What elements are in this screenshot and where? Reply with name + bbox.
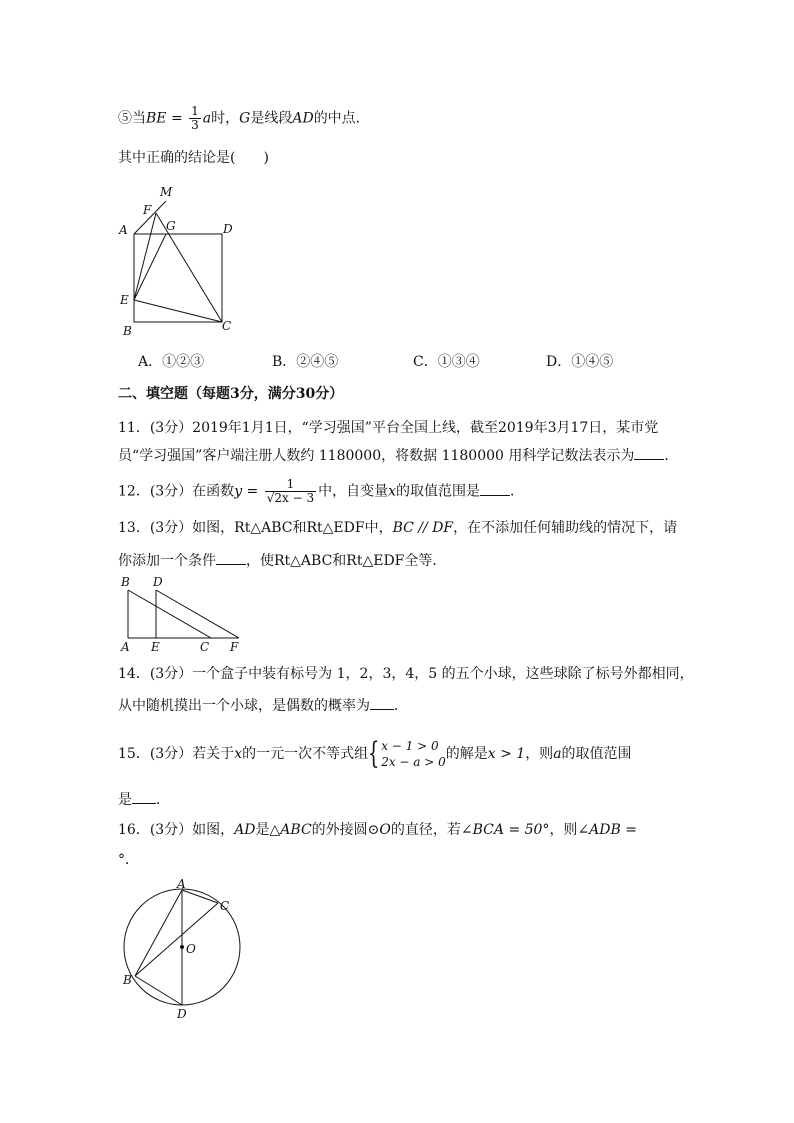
frac-num: 1 <box>191 104 199 118</box>
q16-mid2: 的外接圆 <box>311 822 368 838</box>
center-dot <box>180 945 184 949</box>
q15-mid: 的一元一次不等式组 <box>242 746 369 762</box>
frac-den: 3 <box>191 118 199 132</box>
item5-suffix: 的中点． <box>313 110 370 127</box>
answer-blank-q12[interactable] <box>480 481 510 496</box>
label-a: A <box>119 223 128 237</box>
q15-mid3: ，则 <box>525 746 554 762</box>
q12-line <box>118 478 524 505</box>
figure-square-abcd <box>112 180 242 340</box>
answer-blank-q14[interactable] <box>370 695 394 710</box>
seg-e-c <box>134 300 222 322</box>
seg-d-f <box>156 590 239 638</box>
q11-line2-text: 员“学习强国”客户端注册人数约 1180000，将数据 1180000 用科学记数法表示为 <box>118 448 635 464</box>
q15-line1 <box>118 734 632 774</box>
fraction-one-third <box>189 105 201 132</box>
q16-prefix: 16．(3分）如图， <box>118 822 235 838</box>
ad-var: AD <box>292 110 314 127</box>
brace-icon: { <box>367 736 380 771</box>
q16-mid3: 的直径，若 <box>390 822 461 838</box>
label-g: G <box>166 219 176 233</box>
q15-prefix: 15．(3分）若关于 <box>118 746 235 762</box>
option-a[interactable]: A．①②③ <box>138 354 205 370</box>
label-m: M <box>160 185 173 199</box>
label-c2: C <box>200 640 210 654</box>
q16-line1 <box>118 820 637 840</box>
q12-fraction <box>265 478 316 505</box>
figure-two-triangles <box>112 574 252 654</box>
q16-ad: AD <box>234 822 256 838</box>
label-o3: O <box>186 942 196 956</box>
q13-prefix: 13．(3分）如图，Rt△ABC和Rt△EDF中， <box>118 520 393 536</box>
answer-blank-q15[interactable] <box>132 789 156 804</box>
option-b[interactable]: B．②④⑤ <box>272 354 339 370</box>
q13-line2-suffix: ，使Rt△ABC和Rt△EDF全等． <box>246 553 447 569</box>
q12-prefix: 12．(3分）在函数 <box>118 483 235 500</box>
label-e: E <box>120 293 129 307</box>
answer-blank-q13[interactable] <box>216 550 246 565</box>
q14-end: ． <box>394 698 408 714</box>
label-b: B <box>123 324 132 338</box>
q12-equals: = <box>242 483 263 500</box>
item5-prefix: ⑤当 <box>118 110 146 127</box>
q12-end: ． <box>510 483 525 500</box>
q13-line2-prefix: 你添加一个条件 <box>118 553 216 569</box>
label-f2: F <box>230 640 239 654</box>
label-b2: B <box>121 575 130 589</box>
q15-line2-text: 是 <box>118 792 132 808</box>
label-d3: D <box>177 1007 187 1021</box>
label-b3: B <box>123 973 132 987</box>
a-var: a <box>202 110 212 127</box>
q15-solution: x > 1 <box>487 746 526 762</box>
inequality-1: x − 1 > 0 <box>381 739 439 753</box>
label-c: C <box>222 319 232 333</box>
seg-f-e <box>134 213 156 300</box>
label-a2: A <box>121 640 130 654</box>
q14-line1: 14．(3分）一个盒子中装有标号为 1，2，3，4，5 的五个小球，这些球除了标号外都相同， <box>118 666 694 682</box>
label-c3: C <box>220 899 230 913</box>
q16-circle: ⊙O <box>367 822 391 838</box>
q13-line2 <box>118 550 446 571</box>
y-var: y <box>234 483 243 500</box>
equals: = <box>166 110 188 127</box>
seg-b-c3 <box>135 903 218 976</box>
q13-suffix: ，在不添加任何辅助线的情况下，请 <box>453 520 678 536</box>
item5-mid: 时， <box>211 110 240 127</box>
seg-g-e <box>134 234 166 300</box>
q14-line2-text: 从中随机摸出一个小球，是偶数的概率为 <box>118 698 370 714</box>
q11-end: ． <box>664 448 679 464</box>
answer-blank-q11[interactable] <box>634 445 664 460</box>
q14-line2 <box>118 695 408 716</box>
seg-b-c <box>128 590 211 638</box>
q11-line1: 11．(3分）2019年1月1日，“学习强国”平台全国上线，截至2019年3月17日，某市党 <box>118 420 659 436</box>
q15-suffix: 的取值范围 <box>561 746 632 762</box>
q16-triangle: △ABC <box>269 822 312 838</box>
q12-suffix: 的取值范围是 <box>396 483 481 500</box>
label-d2: D <box>153 575 163 589</box>
inequality-2: 2x − a > 0 <box>381 755 446 769</box>
q16-mid4: ，则 <box>549 822 578 838</box>
q15-a-var: a <box>553 746 562 762</box>
label-e2: E <box>151 640 160 654</box>
seg-a-b3 <box>135 890 182 976</box>
q13-line1 <box>118 518 677 538</box>
g-var: G <box>239 110 251 127</box>
q12-frac-num: 1 <box>265 478 316 492</box>
inequality-system <box>381 738 446 770</box>
q13-condition: BC // DF <box>392 520 454 536</box>
q15-line2 <box>118 789 170 810</box>
q11-line2 <box>118 445 678 466</box>
item5-mid2: 是线段 <box>250 110 293 127</box>
q10-prompt: 其中正确的结论是( ) <box>118 150 269 166</box>
q15-end: ． <box>156 792 170 808</box>
label-f: F <box>143 203 152 217</box>
figure-circle <box>112 872 252 1022</box>
q16-ask: ∠ADB = <box>577 822 637 838</box>
be-var: BE <box>146 110 167 127</box>
option-c[interactable]: C．①③④ <box>413 354 480 370</box>
q16-angle: ∠BCA = 50° <box>460 822 550 838</box>
q15-mid2: 的解是 <box>445 746 488 762</box>
q10-item5 <box>118 105 370 132</box>
q15-x-var: x <box>234 746 243 762</box>
label-d: D <box>223 222 233 236</box>
option-d[interactable]: D．①④⑤ <box>546 354 614 370</box>
q16-mid: 是 <box>255 822 270 838</box>
q12-mid: 中，自变量 <box>318 483 389 500</box>
x-var: x <box>388 483 397 500</box>
seg-b-d3 <box>135 976 182 1005</box>
label-a3: A <box>177 877 186 891</box>
section-title: 二、填空题（每题3分，满分30分） <box>118 386 344 402</box>
q12-frac-den: √2x − 3 <box>266 491 315 505</box>
q16-line2: °． <box>118 852 139 868</box>
